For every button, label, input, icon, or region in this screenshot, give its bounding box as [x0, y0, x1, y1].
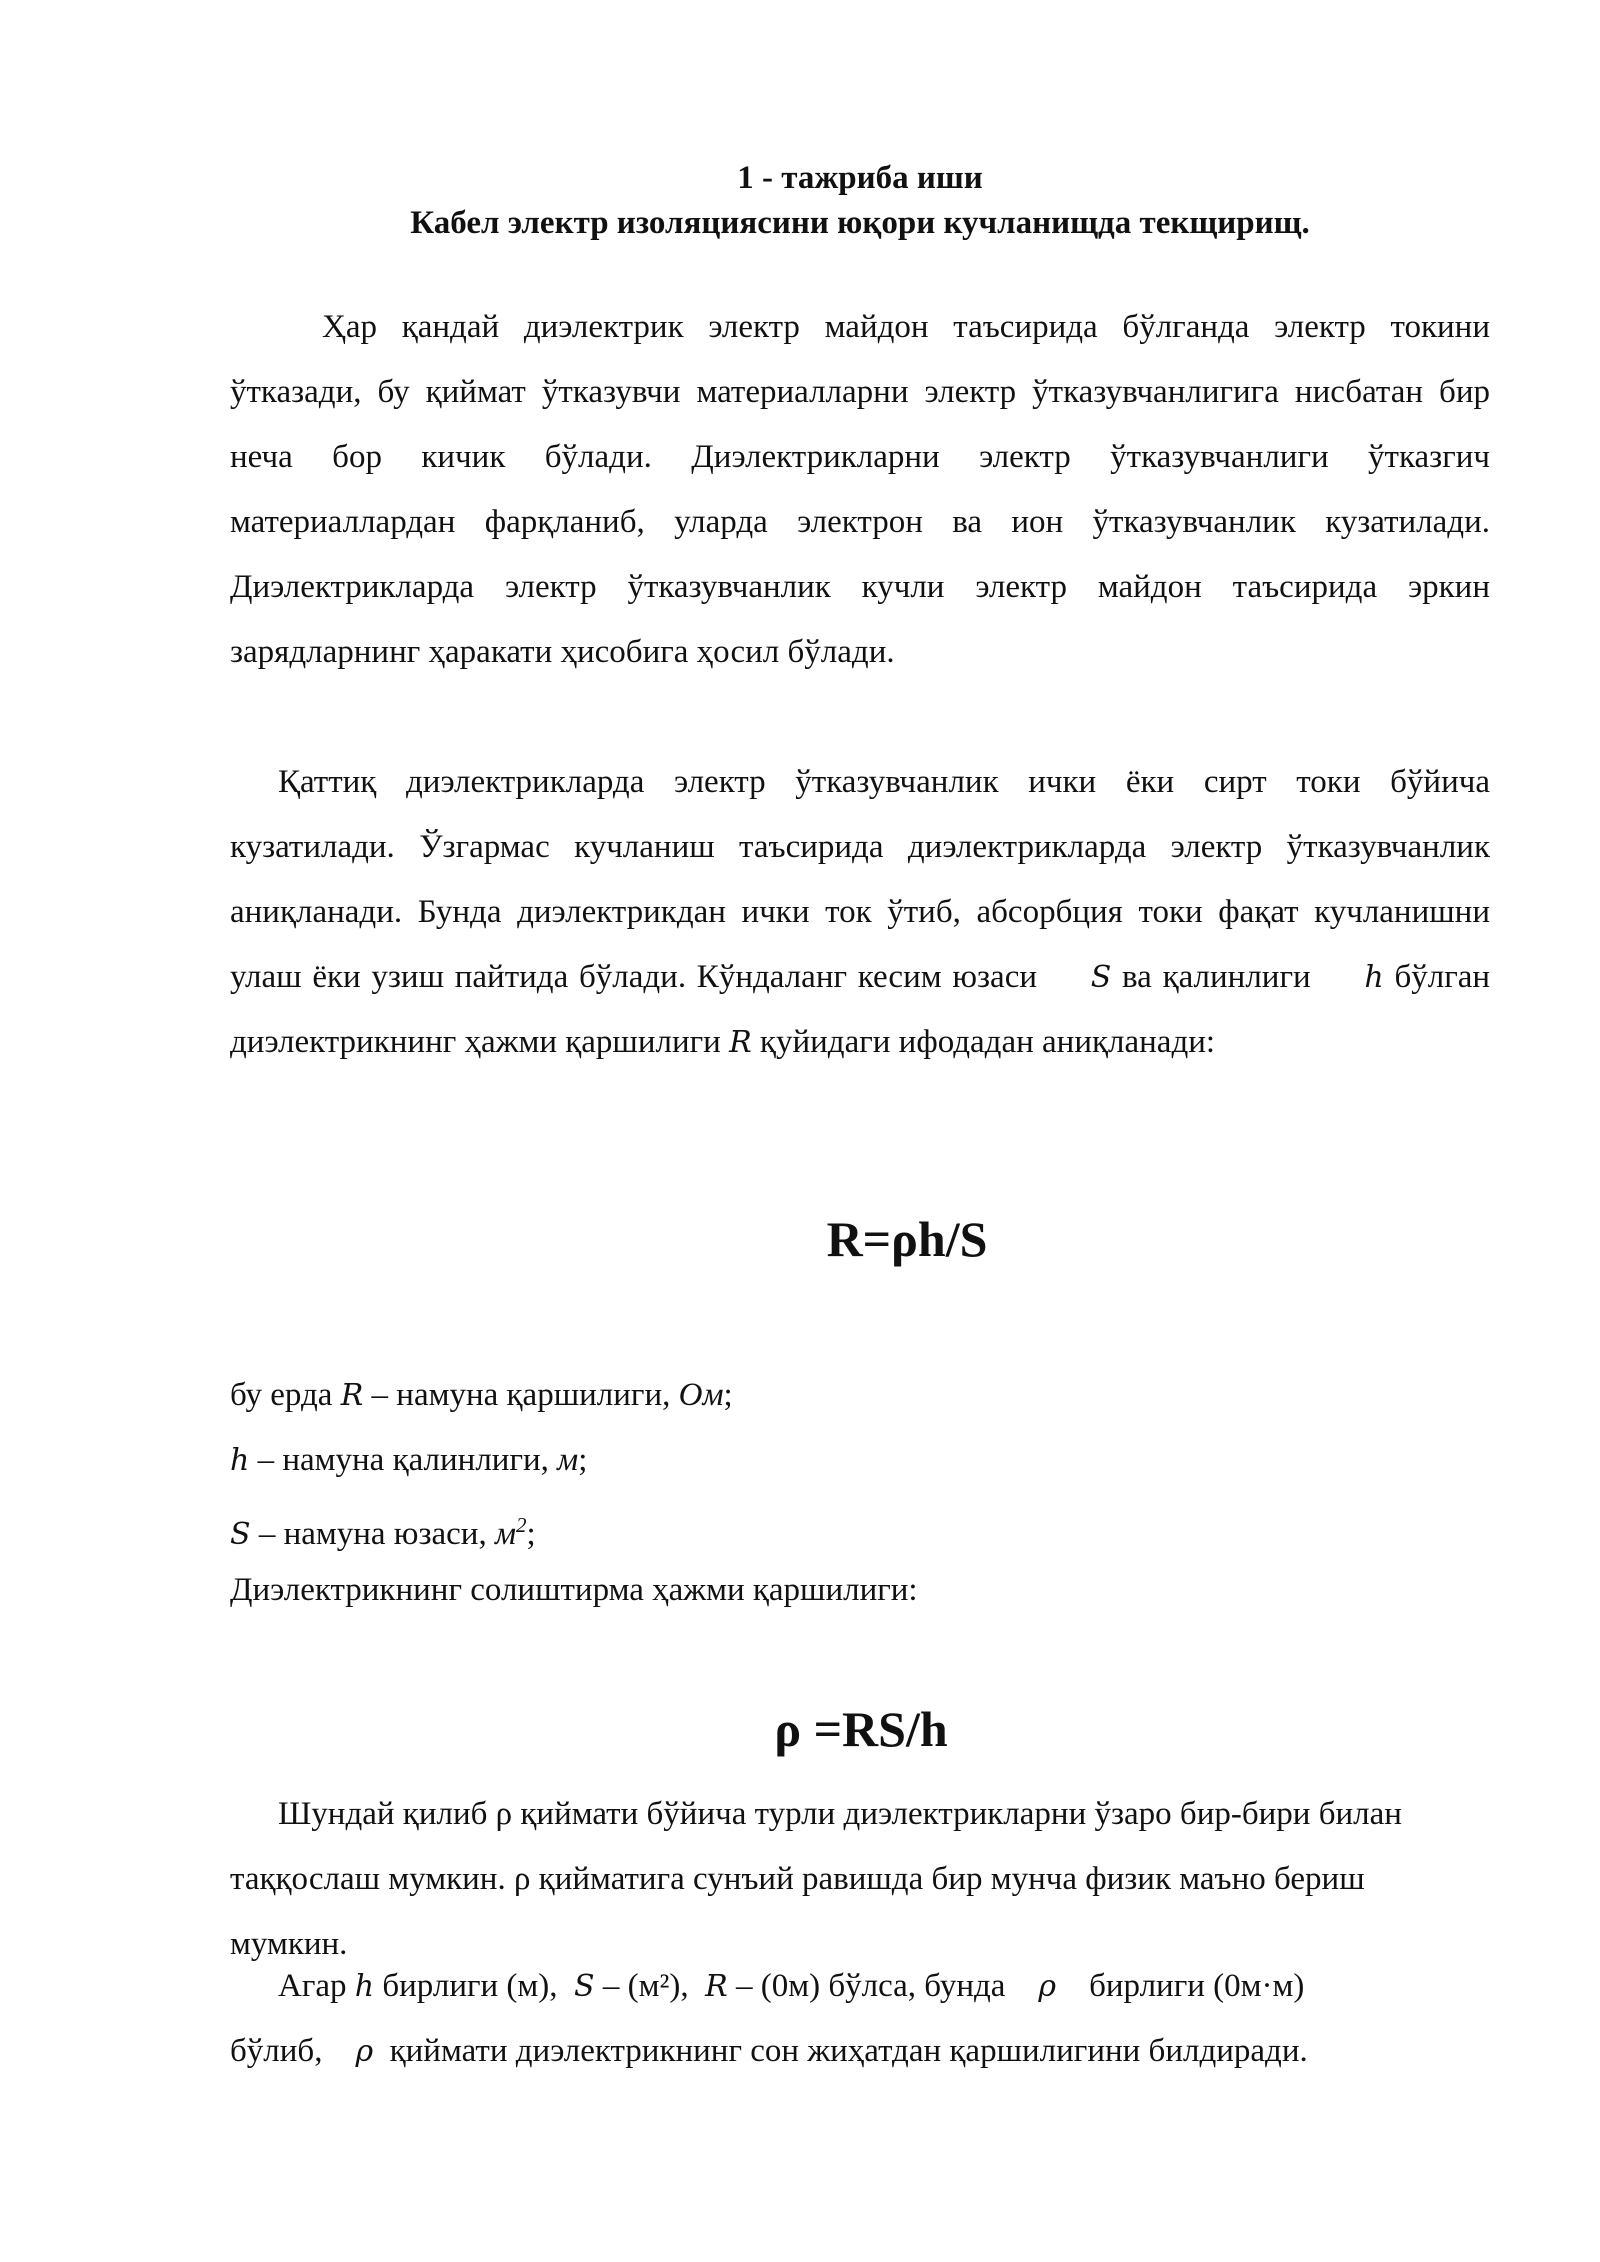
- lab-number-heading: 1 - тажриба иши: [737, 160, 983, 196]
- p2-text-1: Қаттиқ диэлектрикларда электр ўтказувчанлик ички ёки сирт токи бўйича кузатилади. Ўзгармас кучланиш таъсирида диэлектрикларда электр ўтказувчанлик аниқланади. Бунда диэлектрикдан ички ток ўтиб, абсорбция токи фақат кучланишни улаш ёки узиш пайтида бўлади. Кўндаланг кесим юзаси: [230, 764, 1490, 995]
- p2-text-3: бўлган диэлектрикнинг ҳажми қаршилиги: [230, 959, 1491, 1060]
- formula-resistance: R=ρh/S: [826, 1211, 988, 1267]
- symbol-h: h: [1364, 960, 1384, 995]
- symbol-S: S: [1090, 960, 1112, 995]
- definition-R: бу ерда R – намуна қаршилиги, Ом;: [230, 1377, 733, 1413]
- units-line-1: Агар h бирлиги (м), S – (м²), R – (0м) бўлса, бунда ρ бирлиги (0м·м): [278, 1968, 1305, 2004]
- definition-resistivity-label: Диэлектрикнинг солиштирма ҳажми қаршилиги:: [230, 1572, 918, 1608]
- symbol-R: R: [729, 1025, 752, 1060]
- units-line-2: бўлиб, ρ қиймати диэлектрикнинг сон жиҳатдан қаршилигини билдиради.: [230, 2033, 1308, 2069]
- formula-resistivity: ρ =RS/h: [774, 1701, 948, 1757]
- p2-text-2: ва қалинлиги: [1122, 959, 1311, 995]
- definition-h: h – намуна қалинлиги, м;: [230, 1442, 588, 1478]
- lab-title-heading: Кабел электр изоляциясини юқори кучланищда текщирищ.: [410, 205, 1310, 241]
- paragraph-intro: Ҳар қандай диэлектрик электр майдон таъсирида бўлганда электр токини ўтказади, бу қиймат ўтказувчи материалларни электр ўтказувчанлигига нисбатан бир неча бор кичик бўлади. Диэлектрикларни электр ўтказувчанлиги ўтказгич материаллардан фарқланиб, уларда электрон ва ион ўтказувчанлик кузатилади. Диэлектрикларда электр ўтказувчанлик кучли электр майдон таъсирида эркин зарядларнинг ҳаракати ҳисобига ҳосил бўлади.: [230, 309, 1490, 670]
- paragraph-comparison: Шундай қилиб ρ қиймати бўйича турли диэлектрикларни ўзаро бир-бири билан таққослаш мумкин. ρ қийматига сунъий равишда бир мунча физик маъно бериш мумкин.: [230, 1796, 1402, 1962]
- definition-S: S – намуна юзаси, $м^2$;: [230, 1513, 536, 1552]
- paragraph-solid-dielectrics: [230, 750, 1490, 1075]
- p2-text-4: қуйидаги ифодадан аниқланади:: [759, 1024, 1216, 1060]
